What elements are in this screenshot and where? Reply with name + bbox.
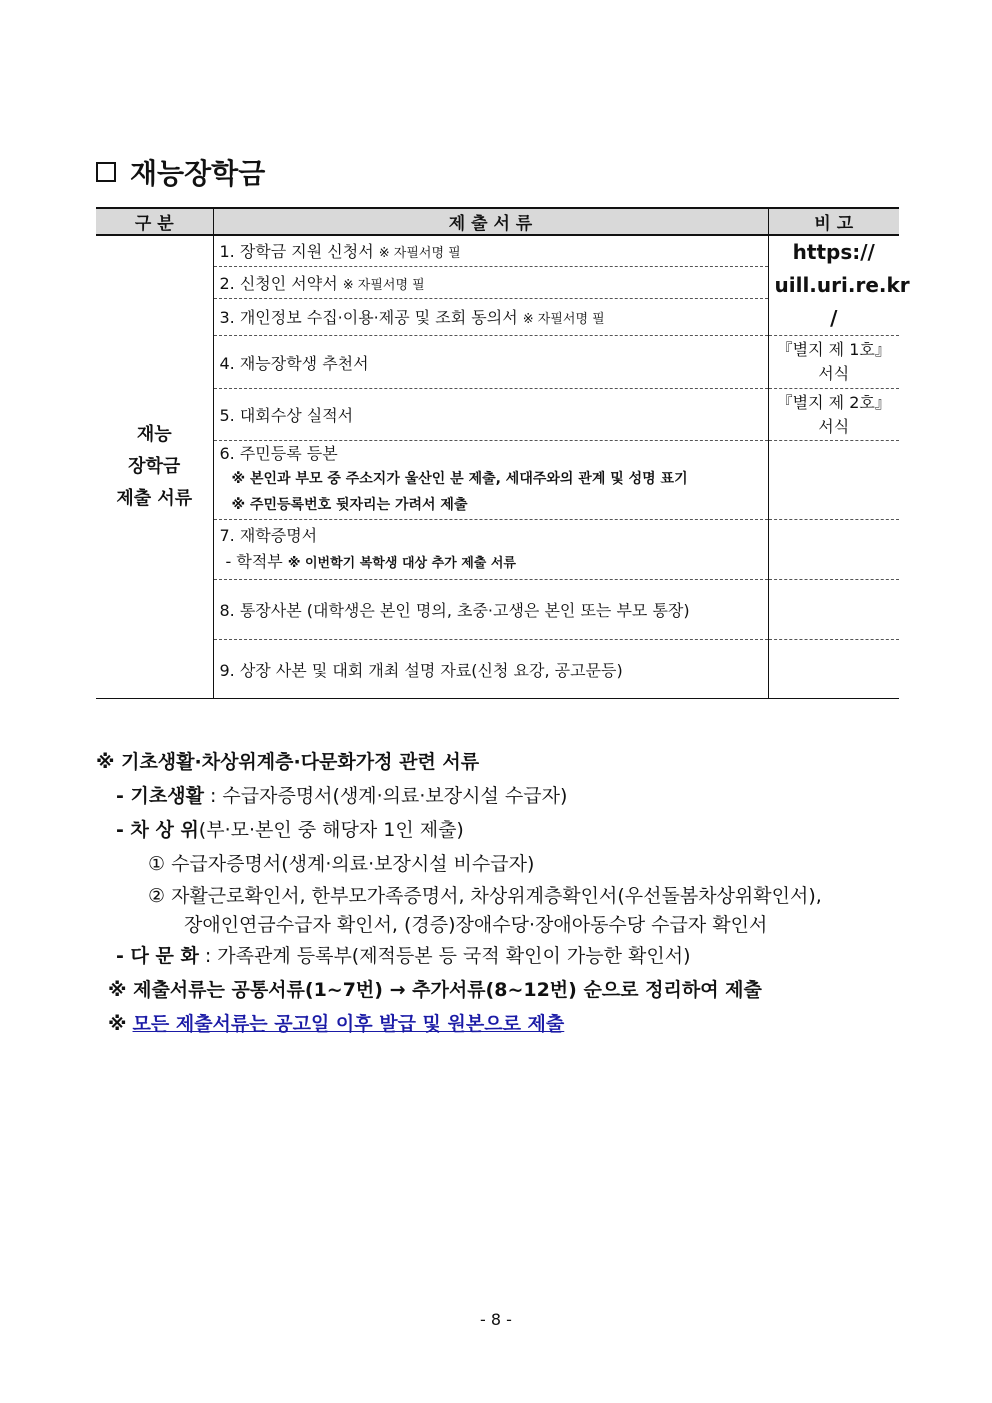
header-documents: 제 출 서 류 <box>213 208 768 235</box>
form-note: 『별지 제 1호』 서식 <box>768 336 899 389</box>
page-number: - 8 - <box>480 1310 512 1329</box>
form-note: 『별지 제 2호』 서식 <box>768 389 899 441</box>
section-title <box>96 152 265 192</box>
doc-item: 3. 개인정보 수집·이용·제공 및 조회 동의서 ※ 자필서명 필 <box>213 298 768 335</box>
category-cell: 재능 장학금 제출 서류 <box>96 235 213 699</box>
basic-living-line: - 기초생활 : 수급자증명서(생계·의료·보장시설 수급자) <box>116 785 568 807</box>
url-note: https:// uill.uri.re.kr / <box>774 240 910 330</box>
notes-section <box>96 745 906 1041</box>
table-row <box>96 441 899 520</box>
final-note: 모든 제출서류는 공고일 이후 발급 및 원본으로 제출 <box>132 1013 565 1035</box>
header-remarks: 비 고 <box>768 208 899 235</box>
doc-item: 5. 대회수상 실적서 <box>213 389 768 441</box>
table-row <box>96 520 899 580</box>
doc-item: 4. 재능장학생 추천서 <box>213 336 768 389</box>
order-note: ※ 제출서류는 공통서류(1~7번) → 추가서류(8~12번) 순으로 정리하여 제출 <box>108 979 762 1001</box>
documents-table <box>96 207 910 699</box>
final-note-line: ※ 모든 제출서류는 공고일 이후 발급 및 원본으로 제출 <box>108 1013 565 1035</box>
table-row <box>96 235 899 266</box>
table-row <box>96 580 899 640</box>
notes-heading: ※ 기초생활·차상위계층·다문화가정 관련 서류 <box>96 751 480 773</box>
doc-item: 9. 상장 사본 및 대회 개최 설명 자료(신청 요강, 공고문등) <box>213 640 768 699</box>
near-poverty-item: ② 자활근로확인서, 한부모가족증명서, 차상위계층확인서(우선돌봄차상위확인서), <box>148 885 822 907</box>
multicultural-line: - 다 문 화 : 가족관계 등록부(제적등본 등 국적 확인이 가능한 확인서) <box>116 945 691 967</box>
near-poverty-item: ① 수급자증명서(생계·의료·보장시설 비수급자) <box>148 853 535 875</box>
table-header-row <box>96 208 899 235</box>
table-row <box>96 389 899 441</box>
section-title-text: 재능장학금 <box>130 157 266 190</box>
near-poverty-item-cont: 장애인연금수급자 확인서, (경증)장애수당·장애아동수당 수급자 확인서 <box>184 914 768 936</box>
doc-item: 1. 장학금 지원 신청서 ※ 자필서명 필 <box>213 235 768 266</box>
table-row <box>96 640 899 699</box>
doc-item: 2. 신청인 서약서 ※ 자필서명 필 <box>213 266 768 298</box>
doc-item: 8. 통장사본 (대학생은 본인 명의, 초중·고생은 본인 또는 부모 통장) <box>213 580 768 640</box>
checkbox-square-icon <box>96 162 116 182</box>
doc-item: 7. 재학증명서 - 학적부 ※ 이번학기 복학생 대상 추가 제출 서류 <box>213 520 768 580</box>
near-poverty-line: - 차 상 위(부·모·본인 중 해당자 1인 제출) <box>116 819 464 841</box>
table-row <box>96 336 899 389</box>
doc-item: 6. 주민등록 등본 ※ 본인과 부모 중 주소지가 울산인 분 제출, 세대주와의 관계 및 성명 표기 ※ 주민등록번호 뒷자리는 가려서 제출 <box>213 441 768 520</box>
header-category: 구 분 <box>96 208 213 235</box>
